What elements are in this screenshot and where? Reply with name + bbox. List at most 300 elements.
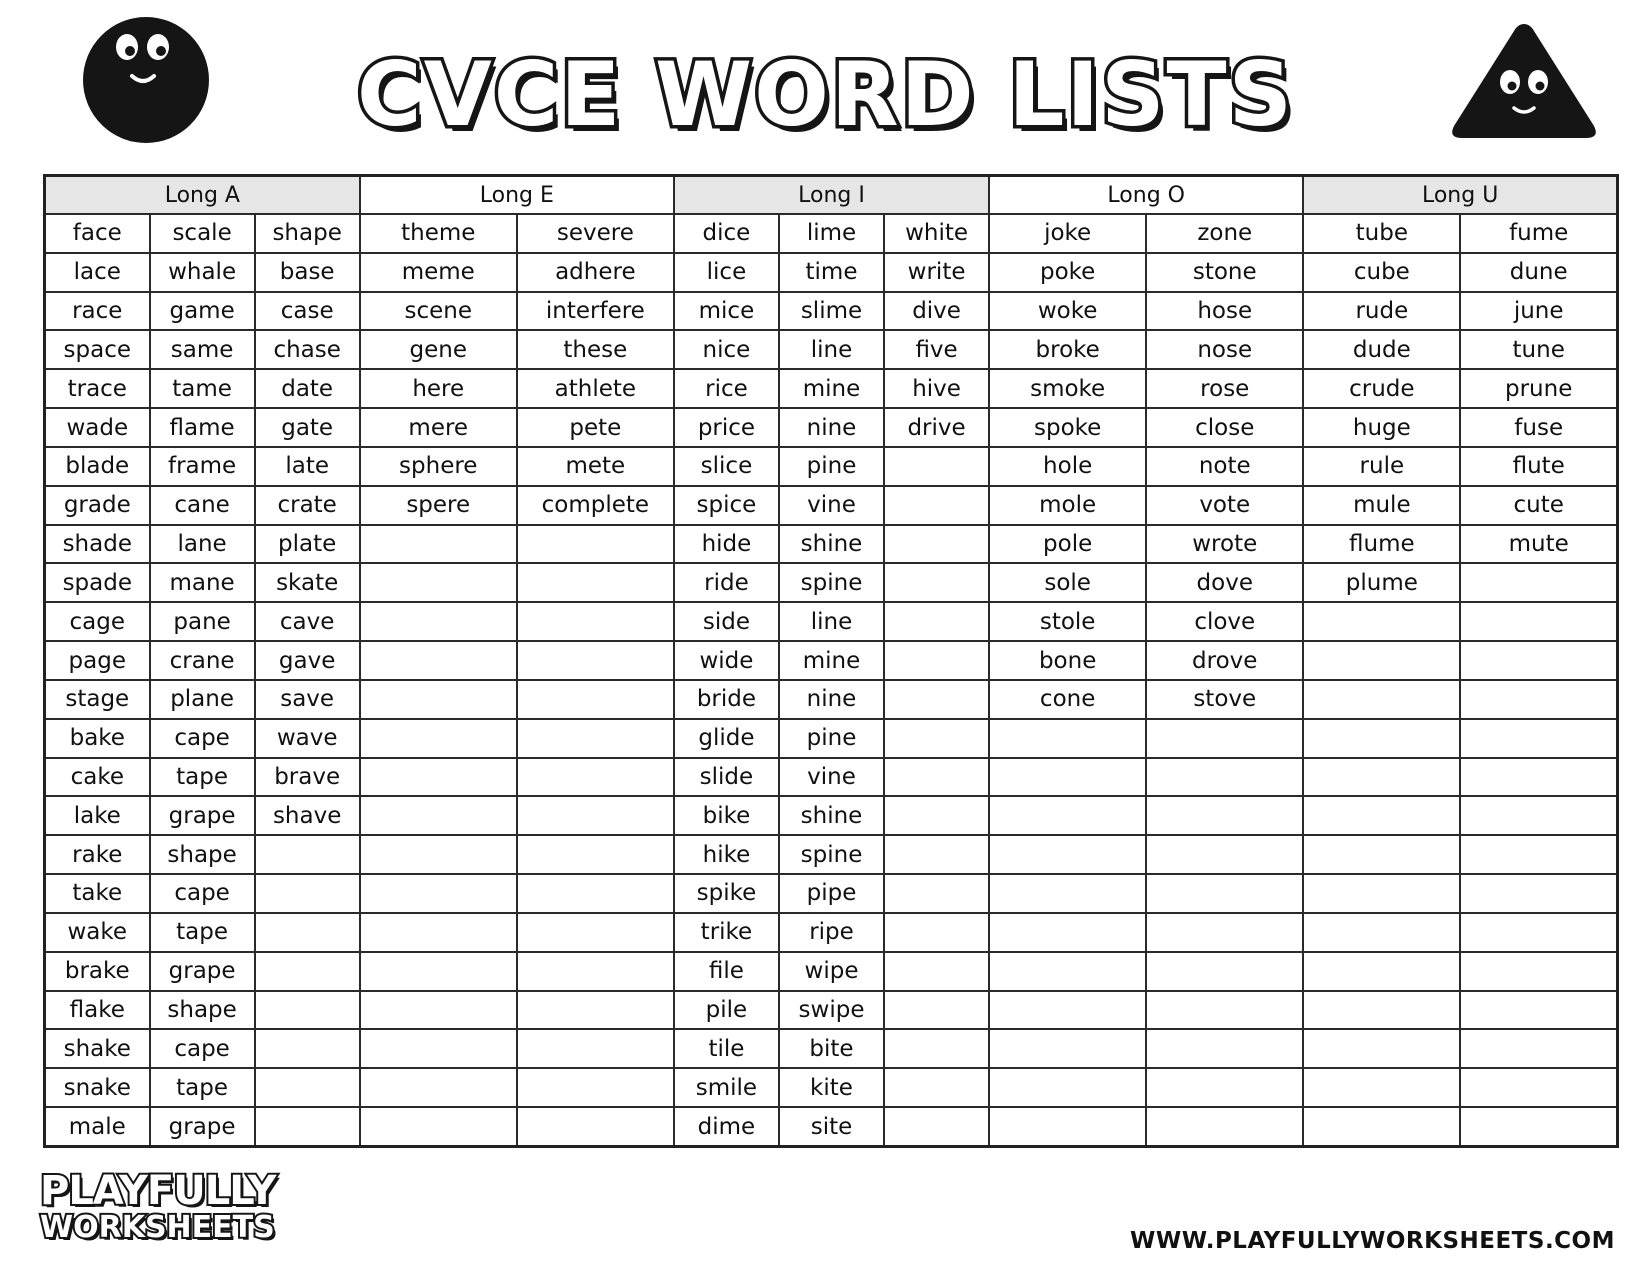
word-cell: slice <box>674 447 779 486</box>
word-cell <box>1460 758 1617 797</box>
word-cell <box>517 563 674 602</box>
header-long-a: Long A <box>45 176 360 215</box>
word-cell: cave <box>255 602 360 641</box>
word-cell <box>1460 952 1617 991</box>
word-cell: white <box>884 214 989 253</box>
word-cell: gave <box>255 641 360 680</box>
word-cell <box>1460 796 1617 835</box>
word-cell: wide <box>674 641 779 680</box>
word-cell <box>1303 952 1460 991</box>
word-cell: wrote <box>1146 525 1303 564</box>
word-cell: drive <box>884 408 989 447</box>
word-cell: shave <box>255 796 360 835</box>
word-cell: late <box>255 447 360 486</box>
word-cell: stole <box>989 602 1146 641</box>
word-cell <box>517 874 674 913</box>
word-cell: whale <box>150 253 255 292</box>
word-cell: flume <box>1303 525 1460 564</box>
word-cell: cage <box>45 602 150 641</box>
word-cell <box>255 1107 360 1146</box>
word-cell <box>884 952 989 991</box>
word-cell: chase <box>255 330 360 369</box>
word-cell: plane <box>150 680 255 719</box>
header-long-e: Long E <box>360 176 674 215</box>
word-cell <box>360 563 517 602</box>
word-cell <box>1303 1068 1460 1107</box>
word-cell <box>517 952 674 991</box>
word-cell: save <box>255 680 360 719</box>
word-cell: brave <box>255 758 360 797</box>
word-cell <box>1146 835 1303 874</box>
word-cell <box>1146 1029 1303 1068</box>
word-cell <box>1146 913 1303 952</box>
word-cell <box>255 874 360 913</box>
word-cell: trike <box>674 913 779 952</box>
word-cell: shape <box>150 991 255 1030</box>
word-cell: cute <box>1460 486 1617 525</box>
page-title: CVCE WORD LISTS <box>357 43 1294 146</box>
word-cell <box>989 913 1146 952</box>
word-cell <box>255 835 360 874</box>
word-cell <box>1460 1068 1617 1107</box>
word-cell: file <box>674 952 779 991</box>
word-cell: vine <box>779 486 884 525</box>
word-cell: hide <box>674 525 779 564</box>
word-cell <box>989 1107 1146 1146</box>
word-cell: shine <box>779 525 884 564</box>
word-cell: smoke <box>989 369 1146 408</box>
word-cell: shape <box>255 214 360 253</box>
table-row <box>45 563 1618 602</box>
table-row <box>45 214 1618 253</box>
word-cell: bike <box>674 796 779 835</box>
word-cell <box>1146 719 1303 758</box>
word-cell: pine <box>779 447 884 486</box>
word-cell: shape <box>150 835 255 874</box>
word-cell: line <box>779 330 884 369</box>
table-row <box>45 874 1618 913</box>
word-cell <box>517 1029 674 1068</box>
word-cell: tape <box>150 1068 255 1107</box>
word-cell <box>517 602 674 641</box>
word-cell: huge <box>1303 408 1460 447</box>
word-cell <box>884 796 989 835</box>
word-cell <box>884 447 989 486</box>
word-cell: vine <box>779 758 884 797</box>
word-cell: lane <box>150 525 255 564</box>
word-cell: here <box>360 369 517 408</box>
table-row <box>45 719 1618 758</box>
word-list-table <box>43 174 1619 1148</box>
word-rows <box>45 214 1618 1147</box>
word-cell <box>884 602 989 641</box>
word-cell <box>884 680 989 719</box>
word-cell: scene <box>360 292 517 331</box>
word-cell <box>884 486 989 525</box>
word-cell: lake <box>45 796 150 835</box>
word-cell <box>884 835 989 874</box>
header-long-u: Long U <box>1303 176 1617 215</box>
word-cell: joke <box>989 214 1146 253</box>
word-cell: flame <box>150 408 255 447</box>
word-cell <box>517 525 674 564</box>
word-cell <box>884 719 989 758</box>
word-cell: game <box>150 292 255 331</box>
word-cell: grape <box>150 952 255 991</box>
word-cell: brake <box>45 952 150 991</box>
word-cell <box>1146 991 1303 1030</box>
word-cell: skate <box>255 563 360 602</box>
word-cell: crude <box>1303 369 1460 408</box>
word-cell <box>517 835 674 874</box>
word-cell: side <box>674 602 779 641</box>
word-cell <box>1460 641 1617 680</box>
word-cell <box>1303 758 1460 797</box>
word-cell: pine <box>779 719 884 758</box>
word-cell: trace <box>45 369 150 408</box>
word-cell: frame <box>150 447 255 486</box>
word-cell: shake <box>45 1029 150 1068</box>
word-cell: spine <box>779 563 884 602</box>
word-cell: lime <box>779 214 884 253</box>
word-cell: bake <box>45 719 150 758</box>
word-cell: grape <box>150 1107 255 1146</box>
word-cell: tape <box>150 913 255 952</box>
word-cell: dime <box>674 1107 779 1146</box>
word-cell: complete <box>517 486 674 525</box>
word-cell: bite <box>779 1029 884 1068</box>
word-cell <box>517 758 674 797</box>
word-cell <box>1460 874 1617 913</box>
word-cell: dice <box>674 214 779 253</box>
word-cell <box>255 1029 360 1068</box>
smiling-triangle-icon <box>1448 18 1600 144</box>
word-cell <box>517 641 674 680</box>
word-cell: drove <box>1146 641 1303 680</box>
table-row <box>45 835 1618 874</box>
word-cell: male <box>45 1107 150 1146</box>
word-cell <box>517 796 674 835</box>
word-cell: rule <box>1303 447 1460 486</box>
word-cell: spade <box>45 563 150 602</box>
word-cell: bone <box>989 641 1146 680</box>
word-cell: wake <box>45 913 150 952</box>
word-cell: rice <box>674 369 779 408</box>
word-cell: mere <box>360 408 517 447</box>
word-cell <box>1303 1107 1460 1146</box>
word-cell <box>517 719 674 758</box>
word-cell: mete <box>517 447 674 486</box>
word-cell: spike <box>674 874 779 913</box>
table-row <box>45 680 1618 719</box>
word-cell: lice <box>674 253 779 292</box>
table-row <box>45 330 1618 369</box>
word-cell: mute <box>1460 525 1617 564</box>
word-cell: plume <box>1303 563 1460 602</box>
word-cell <box>1303 835 1460 874</box>
word-cell: hose <box>1146 292 1303 331</box>
word-cell <box>1460 1107 1617 1146</box>
word-cell: wipe <box>779 952 884 991</box>
word-cell <box>1303 680 1460 719</box>
word-cell <box>360 835 517 874</box>
word-cell: gene <box>360 330 517 369</box>
word-cell: site <box>779 1107 884 1146</box>
word-cell: clove <box>1146 602 1303 641</box>
word-cell <box>884 913 989 952</box>
word-cell <box>1303 913 1460 952</box>
brand-logo-line2: WORKSHEETS <box>40 1210 275 1245</box>
word-cell: stage <box>45 680 150 719</box>
word-cell <box>1303 1029 1460 1068</box>
word-cell: pete <box>517 408 674 447</box>
table-row <box>45 1107 1618 1146</box>
word-cell: zone <box>1146 214 1303 253</box>
word-cell: pane <box>150 602 255 641</box>
word-cell <box>360 758 517 797</box>
word-cell <box>989 1068 1146 1107</box>
word-cell <box>884 1107 989 1146</box>
word-cell: stone <box>1146 253 1303 292</box>
word-cell <box>1146 758 1303 797</box>
word-cell: cube <box>1303 253 1460 292</box>
word-cell <box>989 719 1146 758</box>
table-row <box>45 602 1618 641</box>
word-cell: broke <box>989 330 1146 369</box>
word-cell: wade <box>45 408 150 447</box>
word-cell: stove <box>1146 680 1303 719</box>
header-long-o: Long O <box>989 176 1303 215</box>
word-cell <box>989 952 1146 991</box>
table-row <box>45 408 1618 447</box>
word-cell: these <box>517 330 674 369</box>
word-cell: kite <box>779 1068 884 1107</box>
word-cell <box>517 913 674 952</box>
word-cell: note <box>1146 447 1303 486</box>
word-cell: case <box>255 292 360 331</box>
word-cell <box>1303 641 1460 680</box>
word-cell <box>989 874 1146 913</box>
word-cell: sole <box>989 563 1146 602</box>
table-row <box>45 1068 1618 1107</box>
word-cell <box>360 1029 517 1068</box>
word-cell <box>360 1107 517 1146</box>
word-cell: race <box>45 292 150 331</box>
word-cell: mule <box>1303 486 1460 525</box>
word-cell: spine <box>779 835 884 874</box>
table-row <box>45 641 1618 680</box>
word-cell <box>517 1107 674 1146</box>
word-cell: tame <box>150 369 255 408</box>
word-cell: tape <box>150 758 255 797</box>
word-cell: mine <box>779 369 884 408</box>
table-row <box>45 253 1618 292</box>
word-cell: mane <box>150 563 255 602</box>
word-cell <box>255 991 360 1030</box>
header-long-i: Long I <box>674 176 989 215</box>
word-cell: write <box>884 253 989 292</box>
table-row <box>45 292 1618 331</box>
word-cell <box>884 758 989 797</box>
word-cell <box>884 525 989 564</box>
word-cell: ride <box>674 563 779 602</box>
word-cell: mice <box>674 292 779 331</box>
word-cell <box>360 719 517 758</box>
word-cell: wave <box>255 719 360 758</box>
word-cell: base <box>255 253 360 292</box>
word-cell <box>1146 1107 1303 1146</box>
brand-logo <box>40 1168 276 1252</box>
word-cell: cape <box>150 719 255 758</box>
word-cell: cane <box>150 486 255 525</box>
word-cell: nine <box>779 680 884 719</box>
word-cell: poke <box>989 253 1146 292</box>
word-cell: scale <box>150 214 255 253</box>
word-cell <box>360 952 517 991</box>
word-cell: sphere <box>360 447 517 486</box>
word-cell: slide <box>674 758 779 797</box>
word-cell: face <box>45 214 150 253</box>
word-cell: tube <box>1303 214 1460 253</box>
word-cell: nice <box>674 330 779 369</box>
word-cell: mole <box>989 486 1146 525</box>
word-cell: hive <box>884 369 989 408</box>
word-cell: hole <box>989 447 1146 486</box>
table-row <box>45 1029 1618 1068</box>
word-cell: pipe <box>779 874 884 913</box>
word-cell <box>1460 680 1617 719</box>
word-cell <box>360 796 517 835</box>
word-cell <box>884 1029 989 1068</box>
word-cell: snake <box>45 1068 150 1107</box>
word-cell <box>360 525 517 564</box>
brand-logo-line1: PLAYFULLY <box>40 1168 276 1214</box>
table-row <box>45 758 1618 797</box>
word-cell: line <box>779 602 884 641</box>
word-cell: time <box>779 253 884 292</box>
table-header-row <box>45 176 1618 215</box>
word-cell <box>360 1068 517 1107</box>
word-cell: dude <box>1303 330 1460 369</box>
word-cell <box>255 913 360 952</box>
table-row <box>45 525 1618 564</box>
word-cell: interfere <box>517 292 674 331</box>
word-cell <box>255 1068 360 1107</box>
word-cell: spoke <box>989 408 1146 447</box>
word-cell: dive <box>884 292 989 331</box>
word-cell <box>360 991 517 1030</box>
word-cell: grade <box>45 486 150 525</box>
word-cell: page <box>45 641 150 680</box>
table-row <box>45 913 1618 952</box>
word-cell <box>989 1029 1146 1068</box>
word-cell: meme <box>360 253 517 292</box>
word-cell <box>1303 796 1460 835</box>
word-cell <box>989 796 1146 835</box>
word-cell <box>989 835 1146 874</box>
word-cell <box>360 680 517 719</box>
word-cell: flute <box>1460 447 1617 486</box>
word-cell: date <box>255 369 360 408</box>
word-cell: woke <box>989 292 1146 331</box>
word-cell: space <box>45 330 150 369</box>
word-cell: tile <box>674 1029 779 1068</box>
word-cell: nose <box>1146 330 1303 369</box>
word-cell <box>1460 719 1617 758</box>
word-cell <box>884 641 989 680</box>
word-cell <box>1460 913 1617 952</box>
table-row <box>45 486 1618 525</box>
word-cell <box>1303 874 1460 913</box>
word-cell <box>517 1068 674 1107</box>
word-cell: vote <box>1146 486 1303 525</box>
word-cell: bride <box>674 680 779 719</box>
word-cell: blade <box>45 447 150 486</box>
word-cell: dove <box>1146 563 1303 602</box>
word-cell <box>1146 1068 1303 1107</box>
word-cell <box>884 874 989 913</box>
word-cell: five <box>884 330 989 369</box>
word-cell: fuse <box>1460 408 1617 447</box>
word-cell: dune <box>1460 253 1617 292</box>
word-cell <box>360 602 517 641</box>
word-cell: theme <box>360 214 517 253</box>
word-cell: cape <box>150 1029 255 1068</box>
word-cell: gate <box>255 408 360 447</box>
word-cell <box>255 952 360 991</box>
word-cell <box>360 641 517 680</box>
word-cell: pole <box>989 525 1146 564</box>
table-row <box>45 952 1618 991</box>
word-cell: prune <box>1460 369 1617 408</box>
word-cell: close <box>1146 408 1303 447</box>
word-cell <box>1146 952 1303 991</box>
word-cell: cape <box>150 874 255 913</box>
word-cell: take <box>45 874 150 913</box>
word-cell: june <box>1460 292 1617 331</box>
word-cell: athlete <box>517 369 674 408</box>
word-cell: hike <box>674 835 779 874</box>
word-cell <box>989 991 1146 1030</box>
word-cell <box>989 758 1146 797</box>
word-cell: swipe <box>779 991 884 1030</box>
word-cell: slime <box>779 292 884 331</box>
word-cell <box>1303 602 1460 641</box>
word-cell: crane <box>150 641 255 680</box>
word-cell: nine <box>779 408 884 447</box>
word-cell <box>884 991 989 1030</box>
word-cell <box>360 874 517 913</box>
word-cell: pile <box>674 991 779 1030</box>
table-row <box>45 796 1618 835</box>
smiling-circle-icon <box>80 14 212 146</box>
word-cell <box>1303 719 1460 758</box>
word-cell: ripe <box>779 913 884 952</box>
word-cell: tune <box>1460 330 1617 369</box>
website-url: WWW.PLAYFULLYWORKSHEETS.COM <box>1129 1228 1615 1254</box>
word-cell: rude <box>1303 292 1460 331</box>
table-row <box>45 447 1618 486</box>
word-cell: spice <box>674 486 779 525</box>
word-cell: lace <box>45 253 150 292</box>
word-cell: cone <box>989 680 1146 719</box>
word-cell: smile <box>674 1068 779 1107</box>
word-cell: crate <box>255 486 360 525</box>
word-cell: glide <box>674 719 779 758</box>
word-cell <box>884 1068 989 1107</box>
word-cell <box>1460 991 1617 1030</box>
word-cell: adhere <box>517 253 674 292</box>
